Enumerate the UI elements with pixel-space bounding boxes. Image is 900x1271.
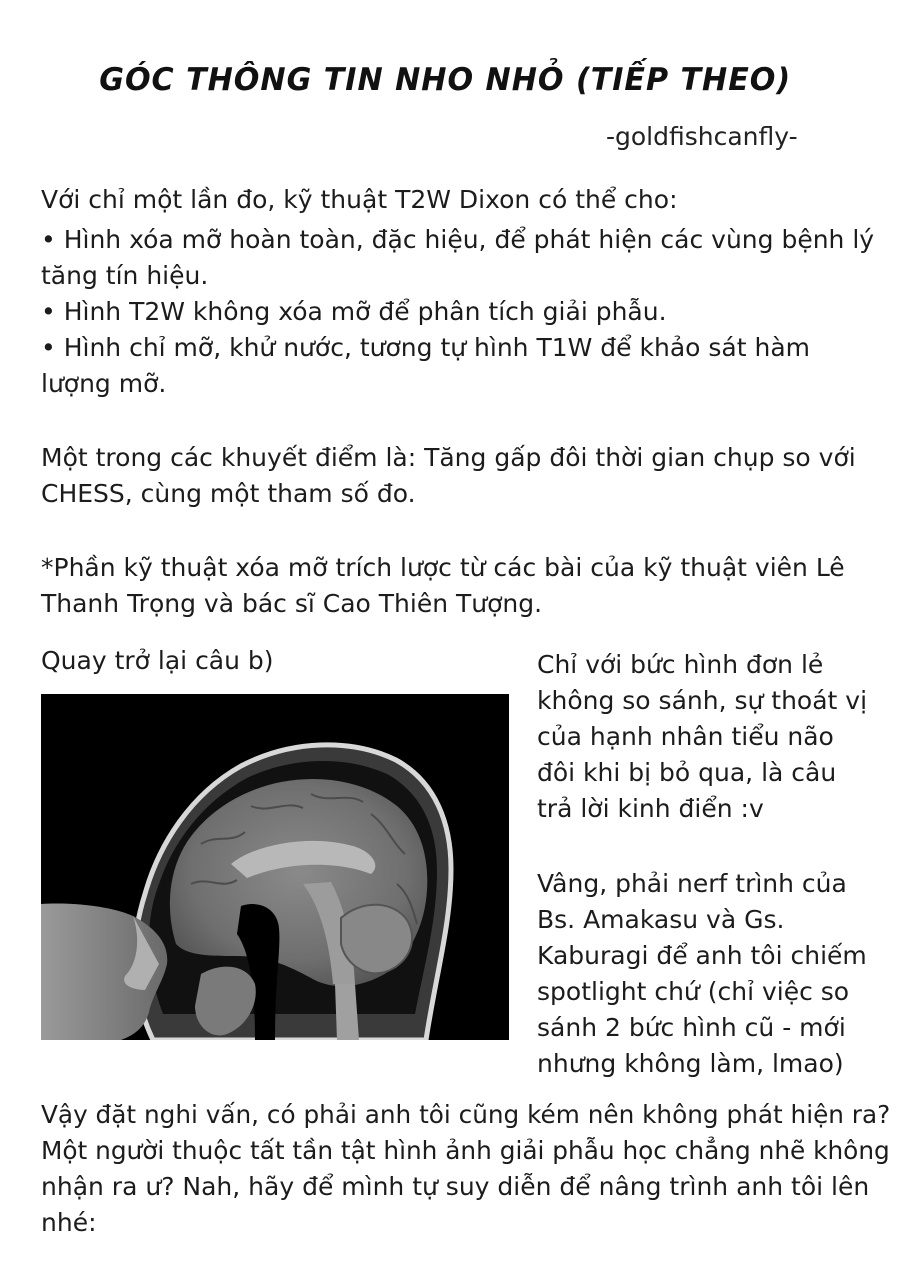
side-para1-line-5: trả lời kinh điển :v [537, 794, 764, 823]
credit-line-2: Thanh Trọng và bác sĩ Cao Thiên Tượng. [41, 589, 543, 618]
closing-line-3: nhận ra ư? Nah, hãy để mình tự suy diễn để nâng trình anh tôi lên [41, 1172, 870, 1201]
credit-line-1: *Phần kỹ thuật xóa mỡ trích lược từ các bài của kỹ thuật viên Lê [41, 553, 845, 582]
image-caption: Quay trở lại câu b) [41, 646, 274, 675]
intro-lead: Với chỉ một lần đo, kỹ thuật T2W Dixon có thể cho: [41, 185, 678, 214]
side-para2-line-1: Vâng, phải nerf trình của [537, 869, 847, 898]
drawback-line-2: CHESS, cùng một tham số đo. [41, 479, 416, 508]
closing-line-2: Một người thuộc tất tần tật hình ảnh giải phẫu học chẳng nhẽ không [41, 1136, 890, 1165]
side-para2-line-2: Bs. Amakasu và Gs. [537, 905, 785, 934]
side-para2-line-6: nhưng không làm, lmao) [537, 1049, 844, 1078]
side-para2-line-3: Kaburagi để anh tôi chiếm [537, 941, 867, 970]
side-para1-line-2: không so sánh, sự thoát vị [537, 686, 868, 715]
side-para1-line-4: đôi khi bị bỏ qua, là câu [537, 758, 837, 787]
side-para1-line-1: Chỉ với bức hình đơn lẻ [537, 650, 824, 679]
closing-line-1: Vậy đặt nghi vấn, có phải anh tôi cũng kém nên không phát hiện ra? [41, 1100, 891, 1129]
bullet-2-line-1: • Hình T2W không xóa mỡ để phân tích giải phẫu. [41, 297, 667, 326]
mri-sagittal-head-scan [41, 694, 509, 1040]
bullet-3-line-1: • Hình chỉ mỡ, khử nước, tương tự hình T1W để khảo sát hàm [41, 333, 810, 362]
author-signature: -goldfishcanfly- [606, 122, 798, 151]
bullet-3-line-2: lượng mỡ. [41, 369, 167, 398]
side-para2-line-4: spotlight chứ (chỉ việc so [537, 977, 850, 1006]
side-para2-line-5: sánh 2 bức hình cũ - mới [537, 1013, 846, 1042]
page-title: GÓC THÔNG TIN NHO NHỎ (TIẾP THEO) [99, 62, 792, 98]
drawback-line-1: Một trong các khuyết điểm là: Tăng gấp đôi thời gian chụp so với [41, 443, 856, 472]
side-para1-line-3: của hạnh nhân tiểu não [537, 722, 834, 751]
closing-line-4: nhé: [41, 1208, 97, 1237]
bullet-1-line-2: tăng tín hiệu. [41, 261, 209, 290]
bullet-1-line-1: • Hình xóa mỡ hoàn toàn, đặc hiệu, để phát hiện các vùng bệnh lý [41, 225, 875, 254]
